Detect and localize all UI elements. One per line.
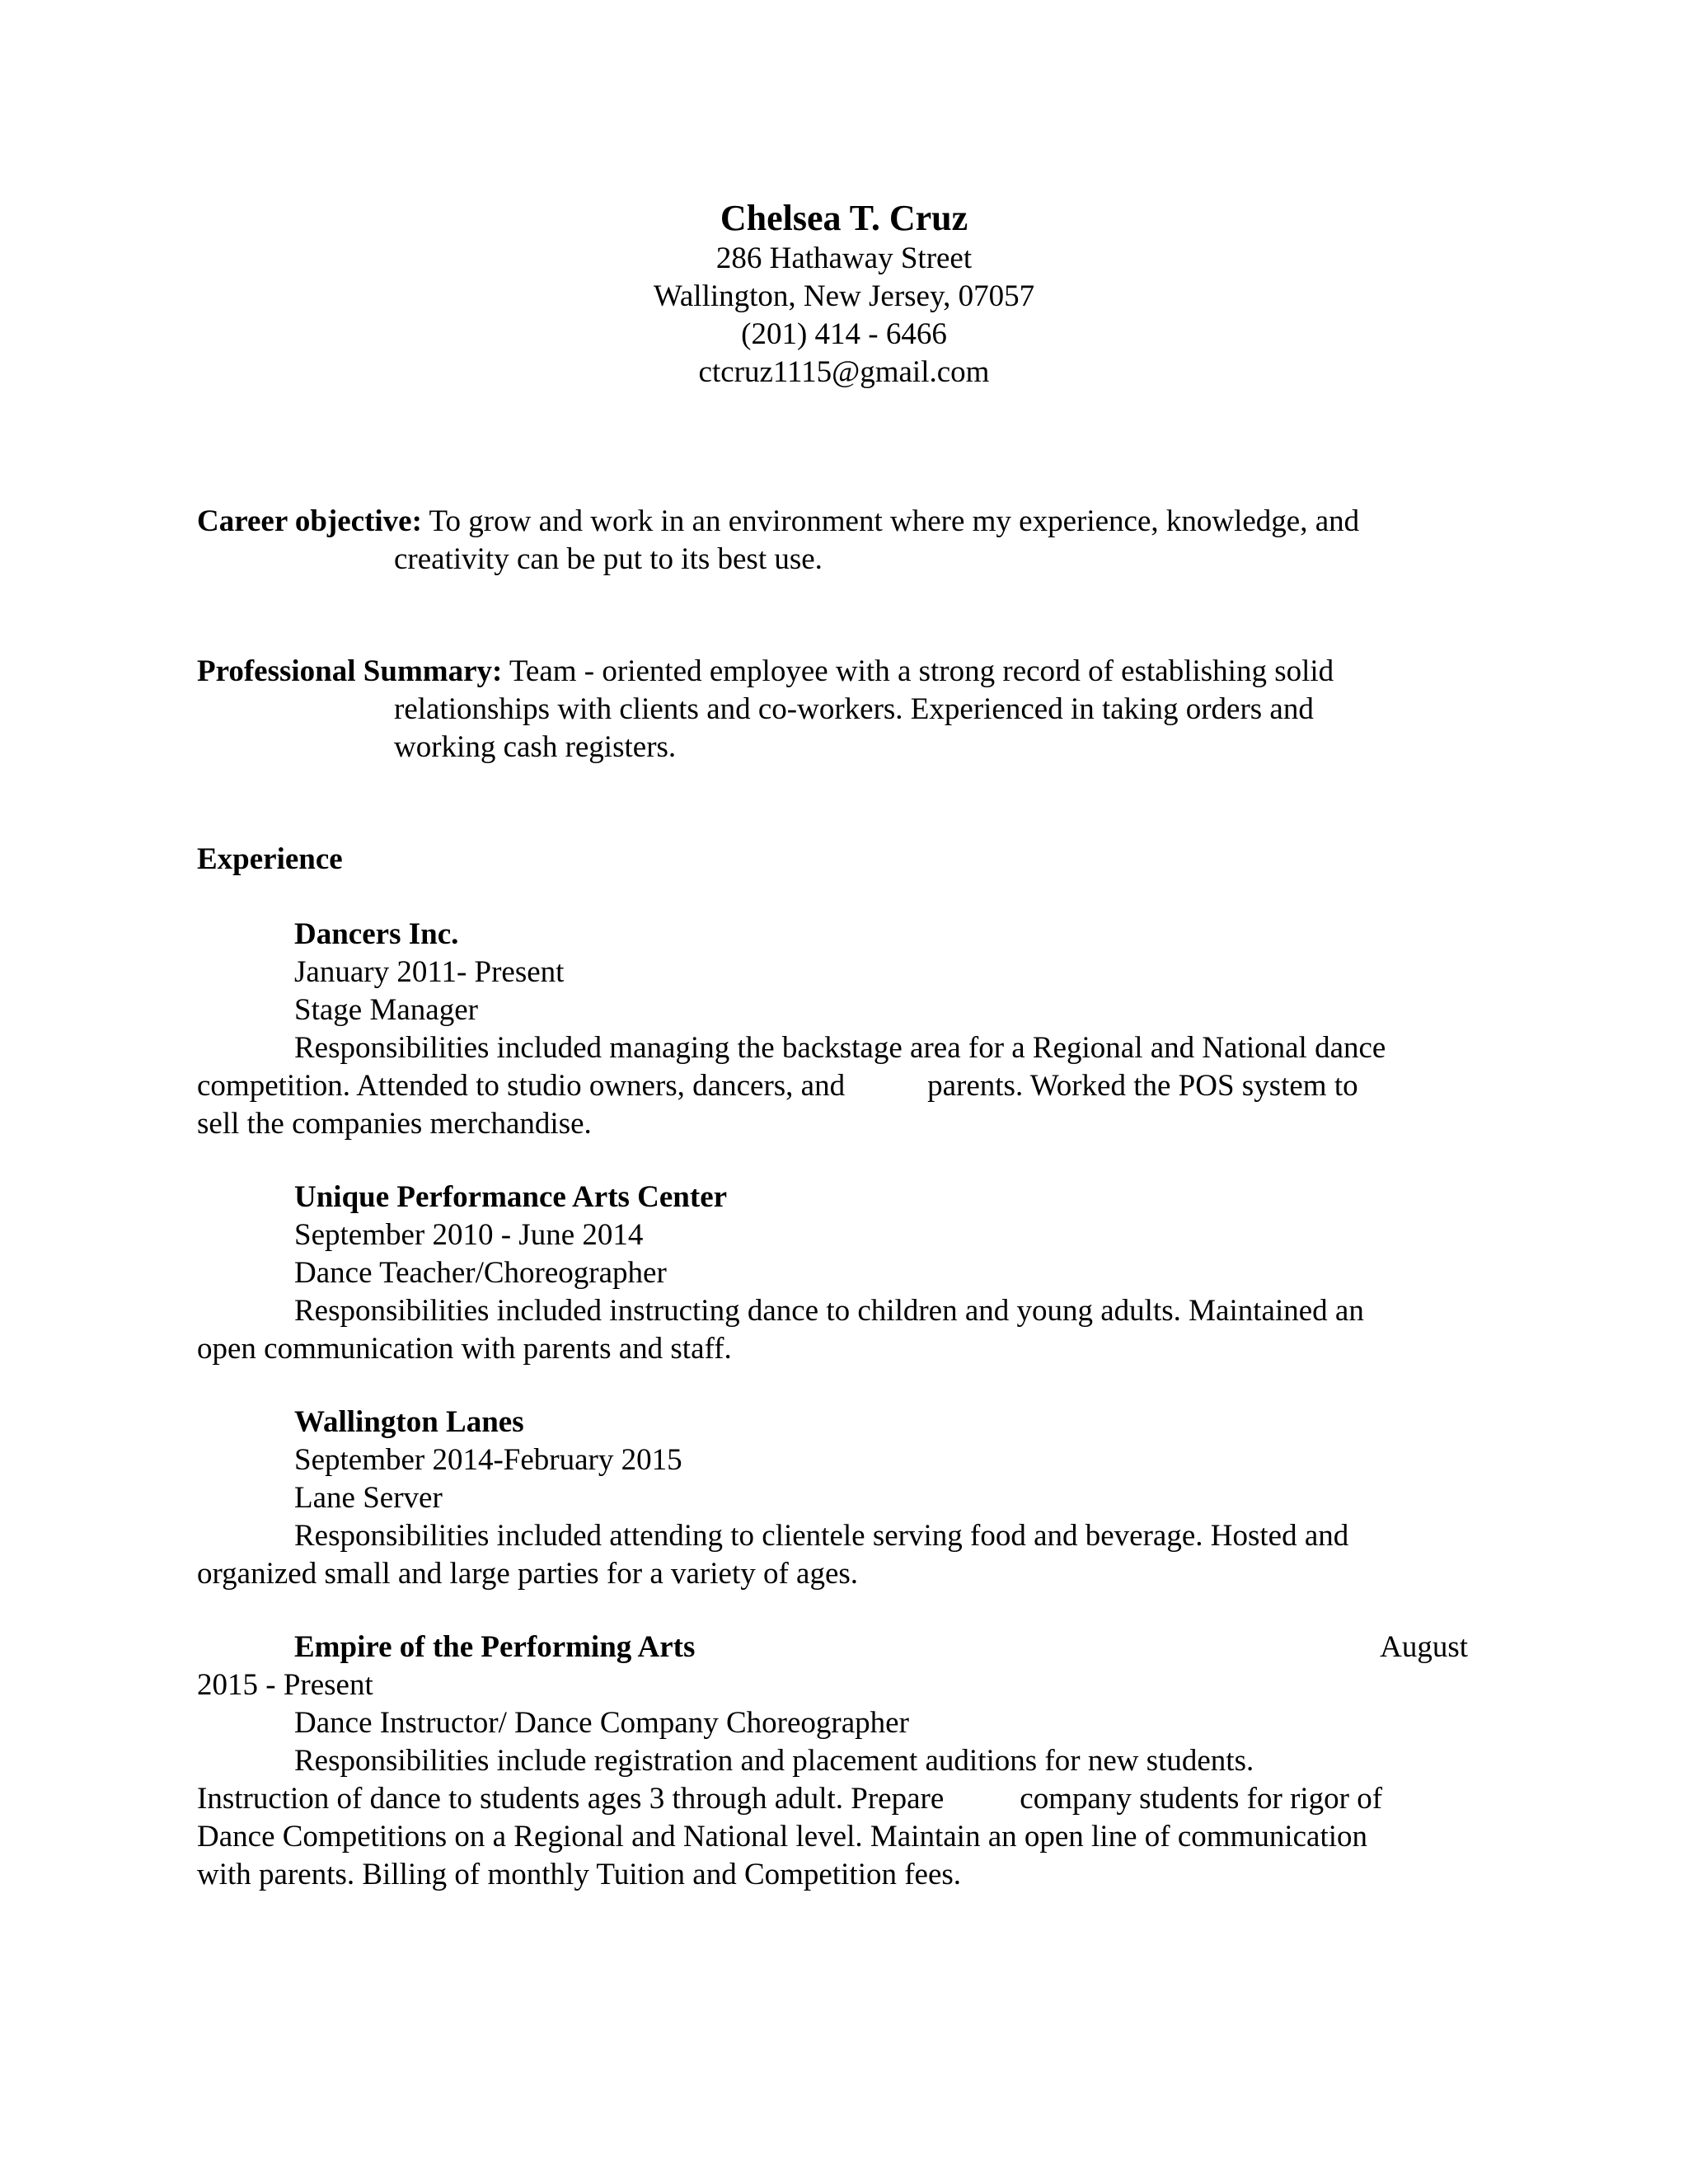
job-title: Lane Server xyxy=(294,1481,443,1515)
job-company: Empire of the Performing Arts xyxy=(294,1630,696,1664)
job-dates: September 2014-February 2015 xyxy=(294,1443,682,1477)
job-company: Unique Performance Arts Center xyxy=(294,1180,728,1214)
job-entry xyxy=(197,916,1483,1143)
professional-summary-section xyxy=(197,653,1483,766)
job-dates-start: August xyxy=(1380,1630,1468,1664)
job-description-fragment: Instruction of dance to students ages 3 through adult. Prepare xyxy=(197,1782,945,1816)
email-address: ctcruz1115@gmail.com xyxy=(698,355,990,389)
job-company-row xyxy=(197,1629,1483,1666)
job-description-fragment: parents. Worked the POS system to xyxy=(927,1069,1358,1103)
job-description-line: open communication with parents and staff. xyxy=(197,1332,732,1366)
job-entry xyxy=(197,1404,1483,1593)
career-objective-label: Career objective: xyxy=(197,504,422,538)
phone-number: (201) 414 - 6466 xyxy=(741,317,947,351)
job-dates-end: 2015 - Present xyxy=(197,1668,373,1702)
career-objective-text-2: creativity can be put to its best use. xyxy=(394,542,823,576)
job-description-line xyxy=(197,1067,1483,1105)
job-description-line: organized small and large parties for a variety of ages. xyxy=(197,1557,859,1591)
job-entry xyxy=(197,1629,1483,1894)
job-description-line: Responsibilities include registration and placement auditions for new students. xyxy=(294,1744,1254,1778)
job-description-line: Responsibilities included instructing dance to children and young adults. Maintained an xyxy=(294,1294,1364,1328)
resume-header xyxy=(0,197,1688,391)
career-objective-line-1 xyxy=(197,503,1483,541)
summary-label: Professional Summary: xyxy=(197,654,503,688)
applicant-name: Chelsea T. Cruz xyxy=(720,198,968,238)
summary-line-1 xyxy=(197,653,1483,691)
job-description-line: Responsibilities included managing the backstage area for a Regional and National dance xyxy=(294,1031,1386,1065)
job-dates: September 2010 - June 2014 xyxy=(294,1218,644,1252)
career-objective-section xyxy=(197,503,1483,579)
job-description-line: Responsibilities included attending to clientele serving food and beverage. Hosted and xyxy=(294,1519,1349,1553)
city-state-zip: Wallington, New Jersey, 07057 xyxy=(653,279,1035,313)
summary-text-1: Team - oriented employee with a strong record of establishing solid xyxy=(502,654,1334,688)
job-title: Dance Instructor/ Dance Company Choreographer xyxy=(294,1706,909,1740)
street-address: 286 Hathaway Street xyxy=(715,241,973,275)
summary-text-2: relationships with clients and co-workers. Experienced in taking orders and xyxy=(394,692,1314,726)
job-dates: January 2011- Present xyxy=(294,955,565,989)
job-title: Stage Manager xyxy=(294,993,478,1027)
job-title: Dance Teacher/Choreographer xyxy=(294,1256,667,1290)
job-company: Dancers Inc. xyxy=(294,917,459,951)
summary-text-3: working cash registers. xyxy=(394,730,677,764)
job-description-line xyxy=(197,1780,1483,1818)
job-description-fragment: company students for rigor of xyxy=(1020,1782,1383,1816)
job-description-line: Dance Competitions on a Regional and National level. Maintain an open line of communication xyxy=(197,1820,1368,1854)
experience-heading: Experience xyxy=(197,842,343,876)
job-description-fragment: competition. Attended to studio owners, dancers, and xyxy=(197,1069,846,1103)
job-description-line: with parents. Billing of monthly Tuition and Competition fees. xyxy=(197,1858,962,1891)
job-description-line: sell the companies merchandise. xyxy=(197,1107,592,1141)
job-entry xyxy=(197,1179,1483,1368)
career-objective-text-1: To grow and work in an environment where my experience, knowledge, and xyxy=(421,504,1360,538)
job-company: Wallington Lanes xyxy=(294,1405,524,1439)
